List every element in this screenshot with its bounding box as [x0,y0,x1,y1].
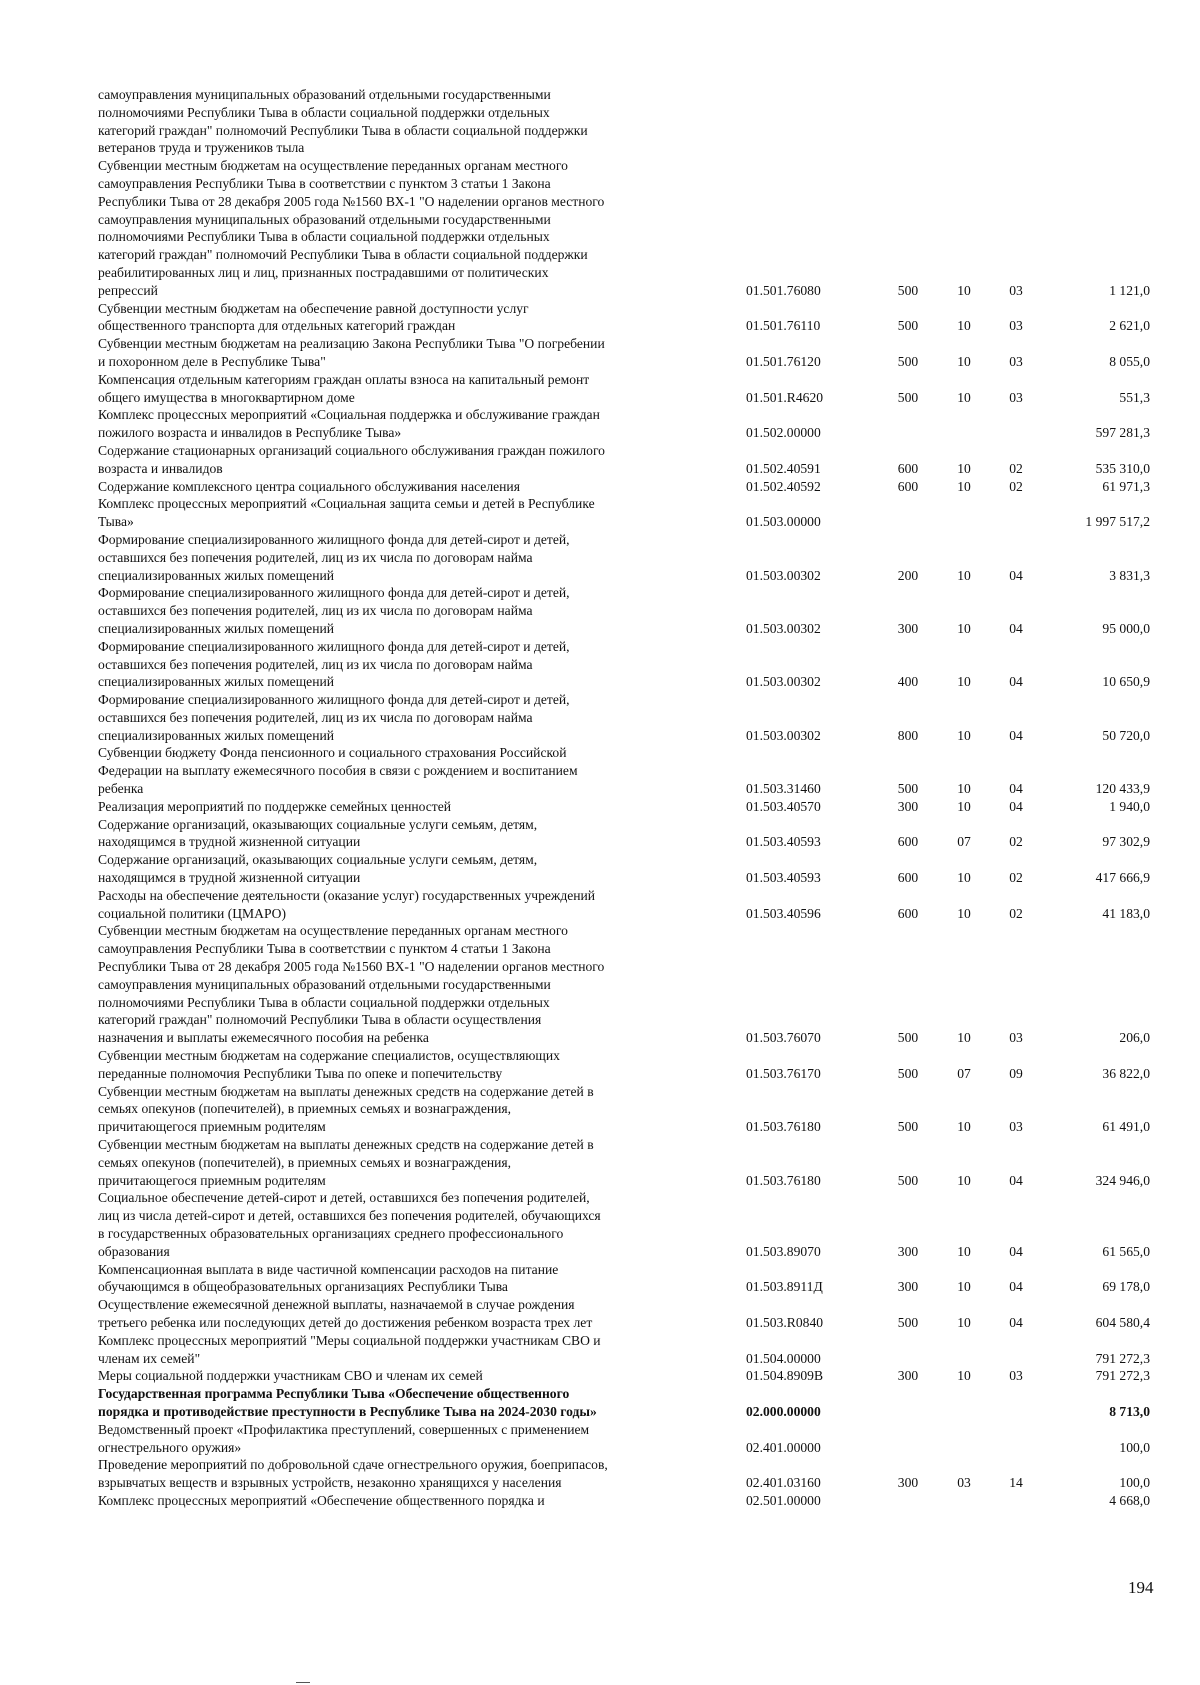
row-section: 10 [957,870,971,886]
table-row [98,1385,1150,1421]
row-sum: 604 580,4 [1095,1314,1150,1330]
row-sum: 95 000,0 [1102,620,1150,636]
row-section: 07 [957,834,971,850]
row-code: 01.503.76180 [746,1172,821,1188]
row-expense-type: 600 [897,905,919,921]
row-section [938,1332,990,1368]
row-sum: 120 433,9 [1095,781,1150,797]
row-code: 01.503.76070 [746,1030,821,1046]
row-subsection: 04 [1009,1314,1023,1330]
row-name: Субвенции местным бюджетам на содержание специалистов, осуществляющих переданные полномочия Республики Тыва по опеке и попечительству [98,1048,560,1081]
row-code: 01.504.00000 [746,1350,821,1366]
row-name: Формирование специализированного жилищного фонда для детей-сирот и детей, оставшихся без попечения родителей, лиц из их числа по договорам найма специализированных жилых помещений [98,638,570,690]
row-expense-type: 600 [897,478,919,494]
page-number: 194 [1128,1578,1154,1597]
row-name: самоуправления муниципальных образований отдельными государственными полномочиями Республики Тыва в области социальной поддержки отдельных категорий граждан" полномочий Республики Тыва в области социальной поддержки ветеранов труда и тружеников тыла [98,87,588,156]
budget-table-body [98,86,1150,1510]
row-sum: 3 831,3 [1109,567,1150,583]
row-name: Формирование специализированного жилищного фонда для детей-сирот и детей, оставшихся без попечения родителей, лиц из их числа по договорам найма специализированных жилых помещений [98,692,570,743]
table-row [98,922,1150,1047]
row-code: 01.503.R0840 [746,1314,824,1330]
row-sum: 41 183,0 [1102,905,1150,921]
row-expense-type: 500 [897,353,919,369]
row-name: Реализация мероприятий по поддержке семейных ценностей [98,798,452,814]
table-row [98,442,1150,478]
row-expense-type: 300 [897,1368,919,1384]
table-row [98,851,1150,887]
row-subsection: 03 [1009,389,1023,405]
row-expense-type [878,86,938,157]
row-name: Содержание стационарных организаций социального обслуживания граждан пожилого возраста и инвалидов [98,442,605,476]
row-code: 02.501.00000 [746,1492,821,1508]
row-code: 01.503.40593 [746,870,821,886]
row-name: Субвенции бюджету Фонда пенсионного и социального страхования Российской Федерации на выплату ежемесячного пособия в связи с рождением и воспитанием ребенка [98,745,578,797]
row-section: 10 [957,353,971,369]
row-subsection: 03 [1009,1119,1023,1135]
row-code: 01.501.76120 [746,353,821,369]
row-section: 10 [957,1030,971,1046]
row-name: Субвенции местным бюджетам на выплаты денежных средств на содержание детей в семьях опекунов (попечителей), в приемных семьях и вознаграждения, причитающегося приемным родителям [98,1083,594,1135]
row-sum: 8 055,0 [1109,353,1150,369]
row-expense-type: 600 [897,460,919,476]
row-name: Субвенции местным бюджетам на выплаты денежных средств на содержание детей в семьях опекунов (попечителей), в приемных семьях и вознаграждения, причитающегося приемным родителям [98,1137,594,1188]
row-code: 01.503.00302 [746,674,821,690]
row-sum: 597 281,3 [1095,425,1150,441]
row-subsection [990,495,1042,531]
row-subsection [990,1421,1042,1457]
table-row [98,744,1150,797]
row-sum: 61 565,0 [1102,1243,1150,1259]
row-expense-type: 500 [897,1030,919,1046]
row-name: Меры социальной поддержки участникам СВО и членам их семей [98,1368,483,1384]
row-section: 10 [957,318,971,334]
table-row [98,1136,1150,1189]
row-name: Комплекс процессных мероприятий «Обеспечение общественного порядка и [98,1492,545,1508]
row-sum: 791 272,3 [1095,1350,1150,1366]
row-sum [1042,86,1150,157]
row-section: 10 [957,727,971,743]
table-row [98,1189,1150,1260]
table-row [98,887,1150,923]
row-sum: 551,3 [1119,389,1150,405]
row-sum: 1 940,0 [1109,798,1150,814]
row-section: 10 [957,1119,971,1135]
row-subsection: 09 [1009,1065,1023,1081]
table-row [98,300,1150,336]
row-name: Комплекс процессных мероприятий "Меры социальной поддержки участникам СВО и членам их семей" [98,1332,601,1366]
row-expense-type [878,1385,938,1421]
row-code: 01.503.00000 [746,514,821,530]
row-sum: 61 971,3 [1102,478,1150,494]
row-sum: 8 713,0 [1109,1403,1150,1419]
row-subsection: 02 [1009,834,1023,850]
row-subsection: 03 [1009,282,1023,298]
table-row [98,1456,1150,1492]
row-code: 01.503.40596 [746,905,821,921]
row-code: 01.503.40593 [746,834,821,850]
row-code: 01.502.00000 [746,425,821,441]
row-name: Субвенции местным бюджетам на реализацию Закона Республики Тыва "О погребении и похоронном деле в Республике Тыва" [98,336,605,369]
row-expense-type: 300 [897,620,919,636]
row-name: Субвенции местным бюджетам на осуществление переданных органам местного самоуправления Республики Тыва в соответствии с пунктом 3 статьи 1 Закона Республики Тыва от 28 декабря 2005 года №1560 ВХ-1 "О наделении органов местного самоуправления муниципальных образований отдельными государственными полномочиями Республики Тыва в области социальной поддержки отдельных категорий граждан" полномочий Республики Тыва в области социальной поддержки реабилитированных лиц и лиц, признанных пострадавшими от политических репрессий [98,158,605,298]
row-expense-type: 300 [897,798,919,814]
table-row [98,1047,1150,1083]
row-sum: 61 491,0 [1102,1119,1150,1135]
row-subsection: 02 [1009,870,1023,886]
row-name: Осуществление ежемесячной денежной выплаты, назначаемой в случае рождения третьего ребенка или последующих детей до достижения ребенком возраста трех лет [98,1297,593,1330]
row-code: 02.401.03160 [746,1475,821,1491]
table-row [98,157,1150,299]
row-expense-type: 300 [897,1279,919,1295]
row-name: Государственная программа Республики Тыва «Обеспечение общественного порядка и противодействие преступности в Республике Тыва на 2024-2030 годы» [98,1386,597,1419]
row-subsection: 04 [1009,1243,1023,1259]
row-expense-type [878,495,938,531]
row-section: 10 [957,1243,971,1259]
table-row [98,531,1150,584]
row-section [938,495,990,531]
row-sum: 97 302,9 [1102,834,1150,850]
row-name: Формирование специализированного жилищного фонда для детей-сирот и детей, оставшихся без попечения родителей, лиц из их числа по договорам найма специализированных жилых помещений [98,531,570,583]
row-sum: 50 720,0 [1102,727,1150,743]
row-expense-type: 500 [897,318,919,334]
row-subsection: 04 [1009,798,1023,814]
row-code [746,86,878,157]
row-subsection: 02 [1009,478,1023,494]
table-row [98,371,1150,407]
row-section: 10 [957,567,971,583]
row-section: 10 [957,620,971,636]
row-subsection: 14 [1009,1475,1023,1491]
row-subsection: 04 [1009,620,1023,636]
row-name: Комплекс процессных мероприятий «Социальная поддержка и обслуживание граждан пожилого возраста и инвалидов в Республике Тыва» [98,407,600,441]
row-subsection: 03 [1009,1368,1023,1384]
row-expense-type: 400 [897,674,919,690]
row-section: 03 [957,1475,971,1491]
row-expense-type [878,1332,938,1368]
row-code: 02.401.00000 [746,1439,821,1455]
row-subsection: 02 [1009,905,1023,921]
row-expense-type: 600 [897,834,919,850]
row-sum: 100,0 [1119,1475,1150,1491]
row-expense-type: 500 [897,781,919,797]
row-code: 01.501.76110 [746,318,821,334]
table-row [98,1332,1150,1368]
table-row [98,495,1150,531]
row-code: 01.504.8909В [746,1368,824,1384]
row-sum: 535 310,0 [1095,460,1150,476]
row-section: 10 [957,1368,971,1384]
row-name: Содержание комплексного центра социального обслуживания населения [98,478,520,494]
row-expense-type: 500 [897,282,919,298]
row-code: 02.000.00000 [746,1403,821,1419]
row-subsection: 02 [1009,460,1023,476]
table-row [98,1296,1150,1332]
row-subsection [990,1492,1042,1510]
table-row [98,1261,1150,1297]
row-expense-type [878,1421,938,1457]
row-expense-type: 800 [897,727,919,743]
row-subsection [990,86,1042,157]
table-row [98,1492,1150,1510]
row-code: 01.502.40592 [746,478,821,494]
row-sum: 1 997 517,2 [1085,514,1150,530]
row-name: Расходы на обеспечение деятельности (оказание услуг) государственных учреждений социальной политики (ЦМАРО) [98,887,596,921]
row-name: Компенсация отдельным категориям граждан оплаты взноса на капитальный ремонт общего имущества в многоквартирном доме [98,371,590,405]
row-section [938,406,990,442]
table-row [98,691,1150,744]
row-name: Содержание организаций, оказывающих социальные услуги семьям, детям, находящимся в трудной жизненной ситуации [98,852,538,886]
row-section: 10 [957,1314,971,1330]
row-section: 10 [957,1279,971,1295]
row-expense-type: 300 [897,1475,919,1491]
table-row [98,1421,1150,1457]
row-code: 01.503.76170 [746,1065,821,1081]
row-subsection: 04 [1009,567,1023,583]
scan-mark [296,1682,310,1683]
table-row [98,1367,1150,1385]
table-row [98,406,1150,442]
row-code: 01.503.00302 [746,567,821,583]
row-section: 10 [957,1172,971,1188]
row-sum: 100,0 [1119,1439,1150,1455]
row-code: 01.503.00302 [746,727,821,743]
row-section [938,1421,990,1457]
row-name: Формирование специализированного жилищного фонда для детей-сирот и детей, оставшихся без попечения родителей, лиц из их числа по договорам найма специализированных жилых помещений [98,585,570,636]
table-row [98,335,1150,371]
row-name: Ведомственный проект «Профилактика преступлений, совершенных с применением огнестрельного оружия» [98,1421,590,1455]
row-code: 01.503.00302 [746,620,821,636]
row-section: 10 [957,389,971,405]
row-expense-type [878,406,938,442]
row-expense-type: 600 [897,870,919,886]
row-section [938,1385,990,1421]
table-row [98,478,1150,496]
row-expense-type: 500 [897,1172,919,1188]
row-subsection: 04 [1009,781,1023,797]
row-expense-type: 500 [897,1314,919,1330]
row-sum: 1 121,0 [1109,282,1150,298]
row-code: 01.502.40591 [746,460,821,476]
row-subsection [990,406,1042,442]
row-name: Комплекс процессных мероприятий «Социальная защита семьи и детей в Республике Тыва» [98,496,595,530]
row-sum: 10 650,9 [1102,674,1150,690]
row-section: 10 [957,282,971,298]
row-section: 10 [957,478,971,494]
row-sum: 2 621,0 [1109,318,1150,334]
row-section [938,86,990,157]
row-subsection: 04 [1009,674,1023,690]
row-subsection: 04 [1009,1172,1023,1188]
row-code: 01.501.R4620 [746,389,824,405]
row-subsection: 03 [1009,1030,1023,1046]
row-subsection: 04 [1009,1279,1023,1295]
row-code: 01.503.31460 [746,781,821,797]
row-expense-type: 200 [897,567,919,583]
row-sum: 69 178,0 [1102,1279,1150,1295]
table-row [98,638,1150,691]
row-subsection: 03 [1009,318,1023,334]
row-expense-type: 300 [897,1243,919,1259]
row-code: 01.503.8911Д [746,1279,823,1295]
row-sum: 206,0 [1119,1030,1150,1046]
row-expense-type: 500 [897,1119,919,1135]
table-row [98,86,1150,157]
row-name: Проведение мероприятий по добровольной сдаче огнестрельного оружия, боеприпасов, взрывчатых веществ и взрывных устройств, незаконно хранящихся у населения [98,1457,608,1491]
row-sum: 417 666,9 [1095,870,1150,886]
table-row [98,816,1150,852]
row-expense-type: 500 [897,1065,919,1081]
row-section: 10 [957,781,971,797]
row-sum: 324 946,0 [1095,1172,1150,1188]
row-section: 10 [957,460,971,476]
budget-table [98,86,1150,1510]
row-code: 01.503.76180 [746,1119,821,1135]
row-sum: 4 668,0 [1109,1492,1150,1508]
row-code: 01.501.76080 [746,282,821,298]
row-sum: 36 822,0 [1102,1065,1150,1081]
row-code: 01.503.89070 [746,1243,821,1259]
row-sum: 791 272,3 [1095,1368,1150,1384]
row-subsection: 04 [1009,727,1023,743]
table-row [98,798,1150,816]
row-name: Содержание организаций, оказывающих социальные услуги семьям, детям, находящимся в трудной жизненной ситуации [98,816,538,850]
row-name: Социальное обеспечение детей-сирот и детей, оставшихся без попечения родителей, лиц из числа детей-сирот и детей, оставшихся без попечения родителей, обучающихся в государственных образовательных организациях среднего профессионального образования [98,1190,601,1259]
row-section [938,1492,990,1510]
row-subsection [990,1385,1042,1421]
table-row [98,584,1150,637]
row-name: Субвенции местным бюджетам на осуществление переданных органам местного самоуправления Республики Тыва в соответствии с пунктом 4 статьи 1 Закона Республики Тыва от 28 декабря 2005 года №1560 ВХ-1 "О наделении органов местного самоуправления муниципальных образований отдельными государственными полномочиями Республики Тыва в области социальной поддержки отдельных категорий граждан" полномочий Республики Тыва в области осуществления назначения и выплаты ежемесячного пособия на ребенка [98,923,605,1046]
row-section: 10 [957,905,971,921]
row-section: 10 [957,798,971,814]
row-subsection: 03 [1009,353,1023,369]
row-expense-type: 500 [897,389,919,405]
row-subsection [990,1332,1042,1368]
row-section: 07 [957,1065,971,1081]
row-expense-type [878,1492,938,1510]
row-section: 10 [957,674,971,690]
row-code: 01.503.40570 [746,798,821,814]
row-name: Субвенции местным бюджетам на обеспечение равной доступности услуг общественного транспорта для отдельных категорий граждан [98,300,529,334]
table-row [98,1083,1150,1136]
row-name: Компенсационная выплата в виде частичной компенсации расходов на питание обучающимся в общеобразовательных организациях Республики Тыва [98,1261,559,1295]
